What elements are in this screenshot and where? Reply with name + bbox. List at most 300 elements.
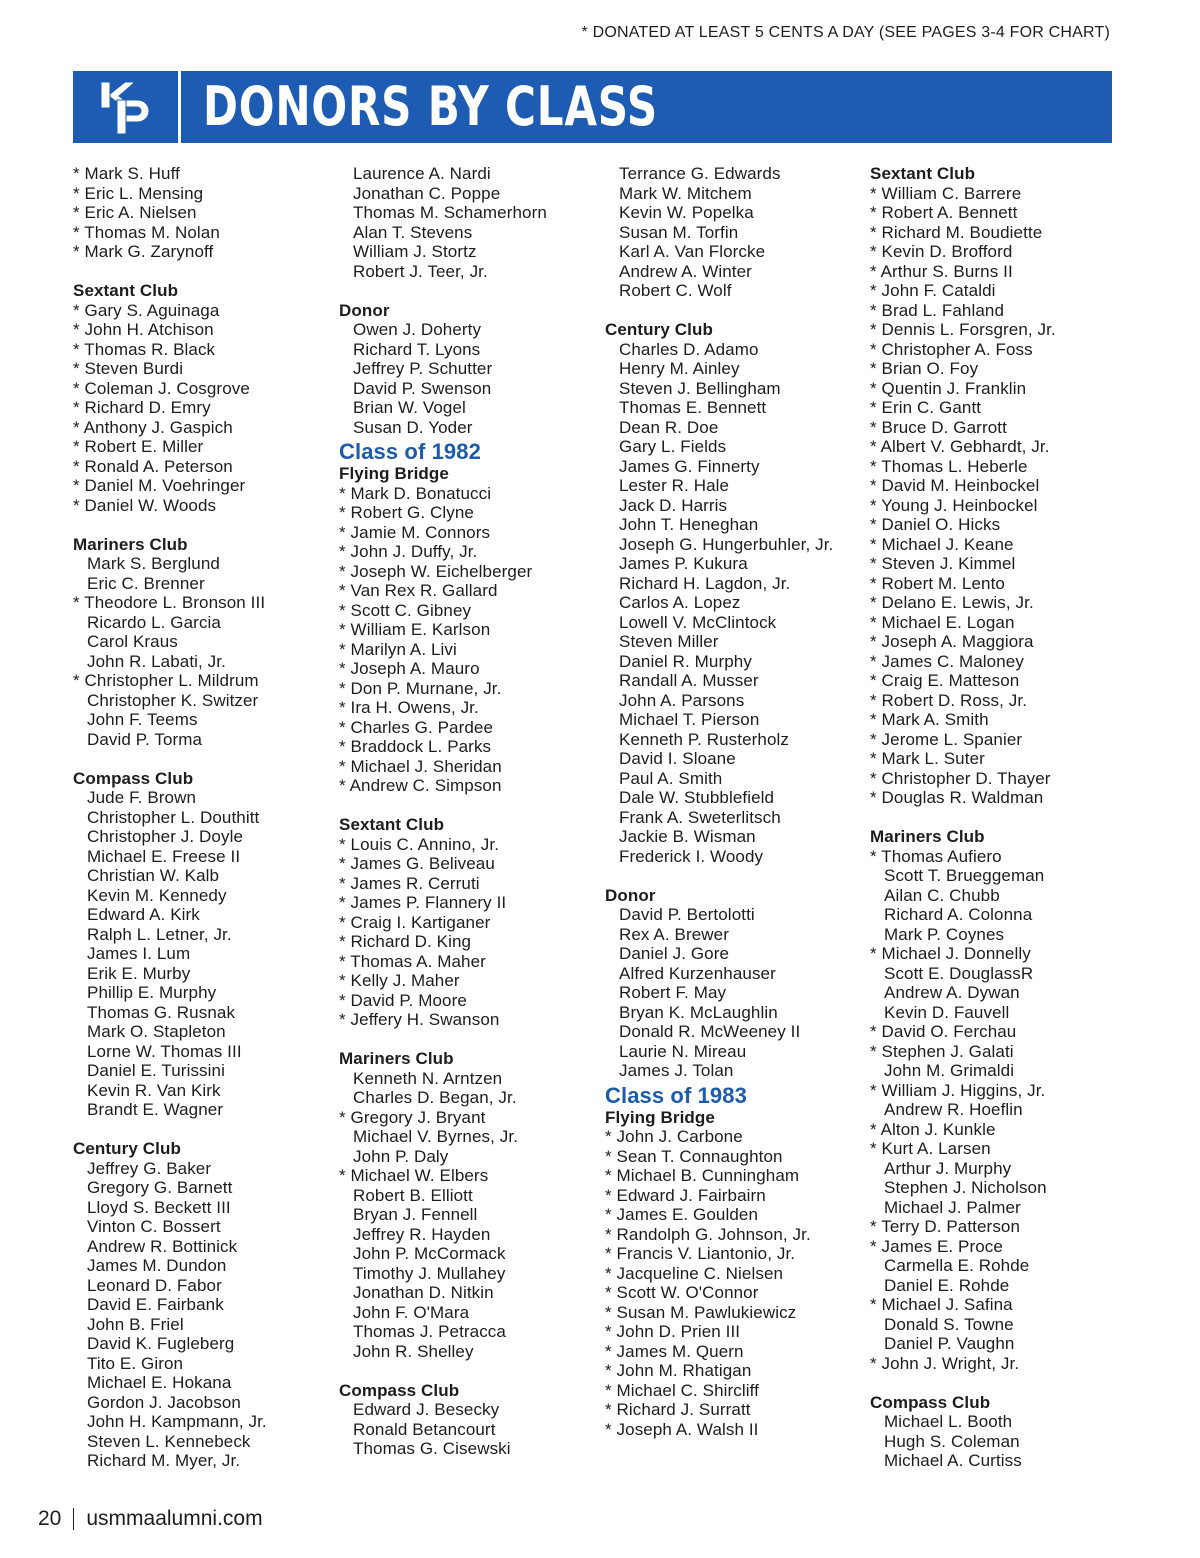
five-cents-star-icon: * [73,437,85,456]
five-cents-star-icon: * [73,183,85,203]
donor-name: Edward A. Kirk [87,905,200,924]
donor-name-starred [870,652,1130,672]
donor-name-text: Mark L. Suter [881,749,985,768]
donor-name: Dale W. Stubblefield [619,788,775,807]
donor-name: Stephen J. Nicholson [884,1178,1047,1197]
five-cents-star-icon: * [870,1236,882,1256]
five-cents-star-icon: * [605,1244,617,1263]
donor-name-text: Alton J. Kunkle [880,1119,996,1139]
five-cents-star-icon: * [870,417,882,437]
club-heading: Compass Club [73,768,194,788]
five-cents-star-icon: * [870,554,882,573]
donor-name-text: Ronald A. Peterson [84,456,233,476]
donor-name: Jack D. Harris [619,495,728,515]
donor-name: Andrew R. Hoeflin [884,1100,1023,1119]
five-cents-star-icon: * [605,1341,617,1361]
donor-name-starred [870,574,1130,594]
five-cents-star-icon: * [73,378,85,398]
donor-name-starred [339,932,599,952]
club-heading: Donor [605,885,656,905]
five-cents-star-icon: * [339,503,351,522]
donor-name-text: Bruce D. Garrott [881,417,1007,437]
donor-name-starred [870,184,1130,204]
donor-name-text: Eric L. Mensing [84,183,204,203]
donor-name-text: Robert E. Miller [84,437,204,456]
donor-name: James I. Lum [87,944,191,963]
donor-name-starred [605,1303,865,1323]
donor-name: Michael E. Hokana [87,1373,232,1392]
five-cents-star-icon: * [870,339,882,359]
donor-name-text: Delano E. Lewis, Jr. [881,593,1034,612]
five-cents-star-icon: * [870,1353,882,1373]
donor-name: David P. Bertolotti [619,905,755,924]
section-spacer [73,262,333,282]
donor-name-text: Mark G. Zarynoff [84,242,214,261]
donor-name: Lloyd S. Beckett III [87,1197,231,1217]
five-cents-star-icon: * [870,534,882,554]
donor-name-starred [605,1205,865,1225]
five-cents-star-icon: * [605,1283,617,1302]
donor-name-starred [870,496,1130,516]
donor-name-starred [870,1237,1130,1257]
donor-name: Andrew A. Winter [619,261,752,281]
donor-name-text: Susan M. Pawlukiewicz [616,1302,797,1322]
five-cents-star-icon: * [73,164,85,183]
donor-name: Thomas J. Petracca [353,1322,506,1341]
donor-name: Michael E. Freese II [87,846,241,866]
donor-column-4 [870,164,1130,1471]
donor-name-text: Douglas R. Waldman [881,788,1044,807]
donor-name-text: Michael J. Keane [881,534,1014,554]
five-cents-star-icon: * [870,651,882,671]
five-cents-star-icon: * [605,1166,617,1185]
donor-name: Hugh S. Coleman [884,1431,1020,1451]
donor-name-text: David O. Ferchau [881,1022,1017,1041]
donor-name-text: Richard D. Emry [84,398,211,417]
donor-name: Scott T. Brueggeman [884,866,1045,885]
five-cents-star-icon: * [870,944,882,963]
donor-name-text: Randolph G. Johnson, Jr. [616,1224,811,1244]
club-heading: Century Club [73,1139,181,1158]
donor-name-starred [73,457,333,477]
donor-name: Gary L. Fields [619,437,727,456]
donor-name: Thomas G. Rusnak [87,1002,236,1022]
donor-name-starred [73,203,333,223]
donor-name-text: Jerome L. Spanier [881,729,1023,749]
donor-name: Ralph L. Letner, Jr. [87,924,232,944]
donor-name: Jude F. Brown [87,788,197,807]
donor-name: Timothy J. Mullahey [353,1263,506,1283]
donor-name-starred [73,301,333,321]
donor-name-text: Richard J. Surratt [616,1400,751,1419]
donor-name: Alfred Kurzenhauser [619,963,776,983]
page-number: 20 [38,1507,62,1530]
donor-name-text: William J. Higgins, Jr. [881,1080,1046,1100]
donor-name-text: Mark D. Bonatucci [350,483,492,503]
donor-name: Ailan C. Chubb [884,885,1000,905]
donor-name: Randall A. Musser [619,671,759,690]
donor-name-text: Louis C. Annino, Jr. [350,834,500,854]
donor-name: Richard H. Lagdon, Jr. [619,573,791,593]
donor-name-starred [870,1120,1130,1140]
donor-name-starred [73,359,333,379]
donor-name: Christopher J. Doyle [87,827,244,846]
five-cents-star-icon: * [870,1139,882,1158]
five-cents-star-icon: * [339,951,351,971]
donor-name: James M. Dundon [87,1256,227,1275]
five-cents-star-icon: * [339,659,351,678]
donor-name: Alan T. Stevens [353,222,473,242]
club-heading: Compass Club [870,1392,991,1412]
club-heading: Sextant Club [339,815,445,834]
donor-name-starred [870,710,1130,730]
donor-name-text: Kelly J. Maher [350,971,460,990]
five-cents-star-icon: * [339,932,351,951]
donor-name: Robert F. May [619,983,727,1002]
donor-name-starred [870,476,1130,496]
five-cents-star-icon: * [339,1010,351,1029]
club-heading: Mariners Club [870,827,985,846]
donor-name: Bryan K. McLaughlin [619,1002,778,1022]
donor-name-text: Steven J. Kimmel [881,554,1016,573]
five-cents-star-icon: * [605,1263,617,1283]
donor-name-starred [339,991,599,1011]
donor-name: Laurence A. Nardi [353,164,491,183]
five-cents-star-icon: * [73,359,85,378]
page-title: DONORS BY CLASS [203,75,659,138]
donor-name-text: James P. Flannery II [350,893,507,912]
donor-name-starred [870,1217,1130,1237]
donor-name-starred [339,1166,599,1186]
donor-name-starred [339,659,599,679]
five-cents-star-icon: * [339,561,351,581]
donor-name: David K. Fugleberg [87,1334,235,1353]
donor-name-text: Michael J. Sheridan [350,756,502,776]
donor-name-starred [73,184,333,204]
donor-name: Carol Kraus [87,632,178,651]
donor-name: Ricardo L. Garcia [87,612,221,632]
donor-name: Andrew R. Bottinick [87,1236,238,1256]
five-cents-star-icon: * [339,912,351,932]
five-cents-star-icon: * [870,320,882,339]
donor-name-text: Richard M. Boudiette [881,222,1043,242]
donor-name: Andrew A. Dywan [884,983,1020,1002]
donor-name-text: James E. Goulden [616,1205,758,1224]
donor-name-text: Brian O. Foy [881,359,979,378]
donor-name-text: Stephen J. Galati [881,1041,1014,1061]
donor-name: David E. Fairbank [87,1295,224,1314]
donor-name: John B. Friel [87,1314,184,1334]
donor-name: Lorne W. Thomas III [87,1041,242,1061]
donor-name: Brian W. Vogel [353,398,466,417]
donor-name-starred [870,593,1130,613]
donor-name: Kenneth N. Arntzen [353,1068,503,1088]
five-cents-star-icon: * [870,378,882,398]
donor-name-text: Scott C. Gibney [350,600,472,620]
five-cents-star-icon: * [339,542,351,561]
five-cents-star-icon: * [870,1022,882,1041]
donor-name: Christian W. Kalb [87,866,220,885]
donor-name: Dean R. Doe [619,417,719,437]
donor-name-text: Arthur S. Burns II [880,261,1013,281]
donor-name-starred [870,1042,1130,1062]
donor-name-text: Michael E. Logan [881,612,1015,632]
donor-name: John T. Heneghan [619,515,759,534]
donor-name-text: Craig I. Kartiganer [350,912,491,932]
five-cents-star-icon: * [73,320,85,339]
donor-name-starred [73,223,333,243]
five-cents-star-icon: * [339,522,351,542]
donor-name-starred [605,1342,865,1362]
donor-name: Lester R. Hale [619,476,730,495]
donor-name: Gordon J. Jacobson [87,1392,241,1412]
donor-name: Ronald Betancourt [353,1419,496,1439]
donor-name-starred [870,437,1130,457]
five-cents-star-icon: * [870,1295,882,1314]
five-cents-star-icon: * [339,834,351,854]
donor-name-text: Theodore L. Bronson III [84,593,266,612]
donor-name-text: Jeffery H. Swanson [350,1010,500,1029]
donor-name-text: Thomas M. Nolan [84,222,220,242]
five-cents-star-icon: * [339,698,351,717]
five-cents-star-icon: * [870,1041,882,1061]
five-cents-star-icon: * [870,729,882,749]
club-heading: Sextant Club [73,281,179,300]
five-cents-star-icon: * [870,242,882,261]
donor-name-starred [870,242,1130,262]
donor-name-text: Coleman J. Cosgrove [84,378,250,398]
donor-name-text: Dennis L. Forsgren, Jr. [881,320,1056,339]
five-cents-star-icon: * [339,483,351,503]
donor-name: David P. Torma [87,729,203,749]
donor-name-text: Eric A. Nielsen [84,203,197,222]
five-cents-star-icon: * [870,300,882,320]
five-cents-star-icon: * [870,1080,882,1100]
donor-name: Steven Miller [619,632,719,651]
five-cents-star-icon: * [870,690,882,710]
five-cents-star-icon: * [605,1146,617,1166]
donor-column-1 [73,164,333,1471]
donor-name: Charles D. Adamo [619,339,759,359]
five-cents-star-icon: * [73,398,85,417]
donor-name-starred [339,952,599,972]
donor-name-text: Daniel O. Hicks [881,515,1001,534]
donor-name-starred [339,1108,599,1128]
five-cents-star-icon: * [605,1302,617,1322]
donor-name: Brandt E. Wagner [87,1100,224,1119]
donor-name-starred [605,1244,865,1264]
page-banner [73,71,1112,143]
five-cents-star-icon: * [870,203,882,222]
donor-name-text: James M. Quern [616,1341,744,1361]
donor-name-text: Steven Burdi [84,359,184,378]
donor-name-text: Braddock L. Parks [350,737,492,756]
donor-name-starred [870,632,1130,652]
donor-name-starred [870,847,1130,867]
donor-name-starred [870,398,1130,418]
donor-name-starred [339,835,599,855]
donor-name-starred [870,613,1130,633]
five-cents-star-icon: * [339,854,351,873]
donor-name: Robert B. Elliott [353,1185,473,1205]
donor-name-text: Edward J. Fairbairn [616,1185,766,1205]
donor-name: Susan M. Torfin [619,222,739,242]
donor-name: Frederick I. Woody [619,846,764,866]
section-spacer [339,281,599,301]
donor-name-text: Robert M. Lento [881,573,1005,593]
five-cents-star-icon: * [605,1400,617,1419]
five-cents-star-icon: * [870,593,882,612]
donor-name: Tito E. Giron [87,1353,184,1373]
donor-name: Terrance G. Edwards [619,164,781,183]
section-spacer [870,808,1130,828]
five-cents-star-icon: * [605,1361,617,1380]
donor-name: James P. Kukura [619,554,748,573]
donor-name: Daniel E. Rohde [884,1275,1010,1295]
donor-name: Michael V. Byrnes, Jr. [353,1127,519,1146]
donor-name-starred [339,679,599,699]
donor-name-starred [605,1264,865,1284]
donor-name-text: Thomas Aufiero [881,846,1002,866]
donor-name-starred [339,581,599,601]
donor-name-starred [339,484,599,504]
donor-name-text: Michael C. Shircliff [616,1380,759,1400]
donor-name-text: Thomas L. Heberle [881,456,1028,476]
donor-name: Charles D. Began, Jr. [353,1088,517,1107]
donor-name-starred [339,718,599,738]
donor-name: Joseph G. Hungerbuhler, Jr. [619,534,834,554]
five-cents-star-icon: * [870,612,882,632]
donor-name: Daniel J. Gore [619,944,730,963]
section-spacer [339,796,599,816]
donor-name-text: John H. Atchison [84,320,214,339]
donor-name: Robert C. Wolf [619,281,732,300]
donor-name-starred [73,242,333,262]
donor-name-starred [73,320,333,340]
donor-name: James G. Finnerty [619,456,760,476]
donor-name: Carmella E. Rohde [884,1256,1030,1275]
donor-name: Paul A. Smith [619,768,723,788]
club-heading: Flying Bridge [339,464,449,483]
donor-name-text: Robert G. Clyne [350,503,474,522]
donor-name-starred [339,757,599,777]
donor-name-text: William C. Barrere [881,183,1022,203]
donor-name-text: Richard D. King [350,932,472,951]
donor-name: Carlos A. Lopez [619,593,741,612]
donor-name-text: Gregory J. Bryant [350,1107,486,1127]
footer-divider [73,1508,74,1530]
donor-name: Jeffrey R. Hayden [353,1224,491,1244]
page-footer [38,1507,263,1531]
donor-name-text: Jamie M. Connors [350,522,491,542]
donor-name-starred [870,769,1130,789]
donor-name-starred [73,671,333,691]
donor-name: Laurie N. Mireau [619,1041,747,1061]
donor-name-starred [339,542,599,562]
donor-name-starred [339,854,599,874]
donor-name-starred [870,749,1130,769]
donor-name-starred [870,262,1130,282]
donor-name: Daniel E. Turissini [87,1061,225,1080]
donor-name-starred [870,223,1130,243]
donor-name-text: John M. Rhatigan [616,1361,752,1380]
donor-name: Robert J. Teer, Jr. [353,261,488,281]
donor-name: Arthur J. Murphy [884,1158,1012,1178]
section-spacer [870,1373,1130,1393]
donor-name-text: Van Rex R. Gallard [350,581,498,600]
donor-name: Jeffrey G. Baker [87,1158,212,1178]
donor-name-starred [605,1283,865,1303]
donor-name-starred [870,1139,1130,1159]
five-cents-star-icon: * [339,776,350,795]
donor-name-starred [339,523,599,543]
five-cents-star-icon: * [870,476,882,495]
five-cents-star-icon: * [870,632,882,651]
donor-name-text: Brad L. Fahland [881,300,1005,320]
donor-name-starred [605,1147,865,1167]
donor-name-starred [870,730,1130,750]
donor-name-text: James E. Proce [881,1236,1003,1256]
donor-name-text: Gary S. Aguinaga [84,300,220,320]
five-cents-star-icon: * [73,203,85,222]
donor-name-text: Joseph A. Maggiora [881,632,1034,651]
five-cents-star-icon: * [73,495,85,515]
donor-name-text: Erin C. Gantt [881,398,982,417]
donor-name: Bryan J. Fennell [353,1205,478,1224]
five-cents-star-icon: * [339,1166,351,1185]
donor-name-starred [870,320,1130,340]
five-cents-star-icon: * [605,1322,617,1341]
section-spacer [73,749,333,769]
donor-name: John F. Teems [87,710,198,729]
five-cents-star-icon: * [339,620,351,639]
donor-name-text: Michael J. Donnelly [881,944,1031,963]
donor-name: James J. Tolan [619,1061,734,1080]
donor-name: John F. O'Mara [353,1302,470,1322]
five-cents-star-icon: * [73,476,85,495]
donor-name: Rex A. Brewer [619,924,729,944]
donor-name-text: Sean T. Connaughton [616,1146,783,1166]
donor-name-starred [870,340,1130,360]
donor-name-text: Robert D. Ross, Jr. [881,690,1028,710]
five-cents-star-icon: * [870,495,882,515]
donor-name-text: Francis V. Liantonio, Jr. [616,1244,796,1263]
donor-name: Richard T. Lyons [353,339,481,359]
five-cents-star-icon: * [870,1217,882,1236]
five-cents-star-icon: * [870,671,882,690]
five-cents-star-icon: * [605,1185,617,1205]
five-cents-star-icon: * [870,183,882,203]
five-cents-star-icon: * [870,515,882,534]
donor-name: Donald S. Towne [884,1314,1014,1334]
five-cents-star-icon: * [339,990,351,1010]
donor-name-text: Michael W. Elbers [350,1166,489,1185]
donor-name: Gregory G. Barnett [87,1178,233,1197]
donor-name: Steven L. Kennebeck [87,1431,251,1451]
five-cents-star-icon: * [339,1107,351,1127]
donor-name-text: Michael B. Cunningham [616,1166,800,1185]
five-cents-star-icon: * [339,873,351,893]
section-spacer [73,1120,333,1140]
donor-name: Michael T. Pierson [619,710,760,729]
donor-name-starred [339,698,599,718]
donor-name-starred [73,379,333,399]
donor-name-text: Joseph A. Mauro [350,659,480,678]
donor-name: Susan D. Yoder [353,417,473,437]
five-cents-star-icon: * [870,437,881,456]
five-cents-star-icon: * [339,639,351,659]
donor-name: Thomas M. Schamerhorn [353,203,547,222]
